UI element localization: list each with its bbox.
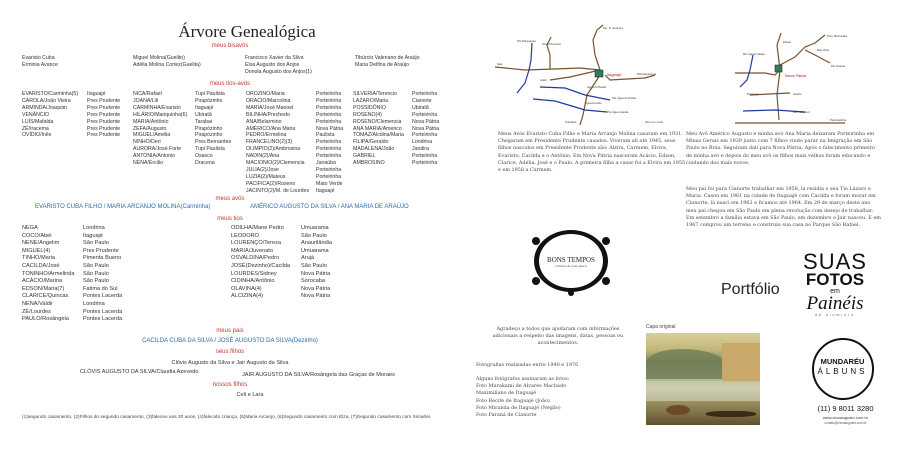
section-tios: meus tios [217,216,243,222]
filhos-right: JAIR AUGUSTO DA SILVA/Rosângela das Graças de Moraes [242,372,395,378]
bisavos-col-1: Evaristo Cuba Erminia Avance [22,55,58,68]
section-nossos-filhos: nossos filhos [212,382,248,388]
capa-label: Capa original [646,324,676,330]
svg-text:Garrito: Garrito [793,92,802,96]
list-item: NADIN(2)/Ana [246,153,280,160]
list-item: NICA/Rafael [133,91,162,97]
list-item: NENA/Valdir [22,300,53,307]
list-item: Itaguajé [195,104,214,111]
list-item: Pres Prudente [87,132,121,139]
list-item: Pres Prudente [87,111,121,118]
list-item: São Paulo [83,270,109,277]
list-item: LOURENÇO/Tereza [231,240,282,247]
list-item: ANA MARIA/Americo [353,125,402,132]
list-item: Pres Prudente [87,104,121,111]
filhos-left: CLÓVIS AUGUSTO DA SILVA/Claudia Azevedo [80,369,199,375]
list-item: MADALENA/João [353,146,395,153]
list-item: Itaguajé [87,91,106,97]
list-item: CACILDA/José [22,262,60,269]
list-item: OSVALDINA/Pedro [231,255,280,262]
bisavos-col-2: Miguel Molina(Guelito) Adélia Molina Cortez(Guelita) [133,55,201,68]
photos-period: Fotografias realizadas entre 1940 e 1976 [476,362,579,368]
list-item: FRANCELINO(2)(3) [246,139,293,146]
list-item: OVÍDIO/Inês [22,132,52,139]
list-item: TONINHO/Armelinda [22,270,75,277]
list-item: NENA/Ercilio [133,160,163,167]
photographers-list [476,376,646,419]
thanks-text: Agradeço a todos que ajudaram com informações adicionais a respeito das imagens, datas, pessoas ou acontecimentos. [492,326,624,347]
map-itaguaje [495,15,685,125]
list-item: Tupi Paulista [195,91,225,97]
list-item: MARIA/José Manoel [246,104,294,111]
contact-email[interactable]: contato@cloviaugusto.com.br [824,421,867,425]
list-item: São Paulo [83,278,109,285]
list-item: Pres Prudente [83,247,119,254]
list-item: MARIA/Juvenato [231,247,273,254]
list-item: Porteirinha [316,153,342,160]
list-item: Foto Paraná de Cianorte [476,412,537,419]
avos-left: EVARISTO CUBA FILHO / MARIA ARCANJO MOLINA(Carminha) [35,204,211,210]
footnote: (1)segundo casamento, (2)Filhos do segundo casamento, (3)faleceu aos 20 anos, (4)falecido criança, (5)Maria Arcanjo, (6)Segundo casamento com Elza, (7)Segundo casamento com Simarlei. [22,415,432,420]
list-item: VENÂNCIO [22,111,50,118]
list-item: Ubiratã [412,104,429,111]
mundareu-logo: MUNDARÉU ÁLBUNS [812,338,874,400]
list-item: LOURDES/Sidney [231,270,277,277]
svg-text:Pirapó: Pirapó [783,40,792,44]
list-item: EDSON/Maria(7) [22,285,65,292]
town-marker-icon [775,65,782,72]
list-item: Dracena [195,160,215,167]
list-item: MIGUEL/Amélia [133,132,171,139]
list-item: Umuarama [301,225,329,231]
svg-text:Rio Águas Claras: Rio Águas Claras [743,52,765,56]
contact-website[interactable]: www.cloviaugusto.com.br [822,415,869,420]
svg-text:Piracicatinha: Piracicatinha [830,118,847,122]
list-item: Porteirinha [316,139,342,146]
tios-right-names [231,225,290,301]
list-item: Porteirinha [412,111,438,118]
list-item: LUÍS/Mafalda [22,118,54,125]
list-item: POSSIDÔNIO [353,104,386,111]
list-item: Fatima do Sul [83,285,118,292]
list-item: Pontes Lacerda [83,308,123,315]
text-avos-paternos: Meus Avós Evaristo Cuba Filho e Maria Arcanjo Molina casaram em 1931. Chegaram em Presidente Prudente casados. Viveram ali até 1945, seus filhos nascidos em Presidente Prudente são: Alzira, Carmem, Elvira, Evaristo, Cacilda e o Antônio. Em Nova Pátria nasceram Acácio, Edson, Clarice, Adélia, José e o Paulo. A primeira filha a casar foi a Elvira em 1955 e em 1958 a Carmem. [498,131,686,174]
map-nova-patria [735,15,900,125]
list-item: Pirapózinho [195,132,223,139]
list-item: TOMAZ/Alcdina/Maria [353,132,404,139]
list-item: PACIFICA(2)/Roseno [246,180,296,187]
list-item: JOANA/Lili [133,97,159,104]
list-item: São Paulo [301,262,327,269]
list-item: Nova Pátria [412,125,440,132]
svg-text:Nova Pátria: Nova Pátria [785,73,806,78]
list-item: MIGUEL(4) [22,247,51,254]
list-item: São Paulo [83,240,109,247]
list-item: Foto Recife de Itaguajé (João) [476,397,550,404]
list-item: OROZINO/Maria [246,91,285,97]
list-item: Porteirinha [316,97,342,104]
list-item: AURORA/José Forte [133,146,182,153]
list-item: AMÉRICO/Ana Maria [246,125,296,132]
list-item: ZÉ/Iracema [22,125,49,132]
tios-avos-g2-names [133,91,187,167]
list-item: Londrina [83,300,105,307]
list-item: Porteirinha [412,160,438,167]
list-item: ANTONIA/Antonio [133,153,175,160]
list-item: JACINTO(2)/M. de Lourdes [246,187,310,194]
list-item: Porteirinha [412,132,438,139]
tios-left-places [83,225,122,324]
list-item: PEDRO/Ermelina [246,132,287,139]
svg-text:Água do Pavão: Água do Pavão [587,85,607,89]
list-item: ALCIZINA(4) [231,293,264,300]
list-item: GABRIEL [353,153,376,160]
svg-text:Água Grande: Água Grande [585,101,602,105]
section-tios-avos: meus tios-avós [209,81,251,87]
list-item: BILINHA/Prechedo [246,111,290,118]
list-item: MACIONIO(2)/Clemencia [246,160,305,167]
svg-text:Pôr Paranapan: Pôr Paranapan [517,39,536,43]
suas-fotos-logo: SUAS FOTOS em Painéis de alumínio [803,249,867,317]
bisavos-col-3: Francisco Xavier da Silva Elsa Augusto dos Anjos Donola Augusto dos Anjos(1) [245,55,312,75]
list-item: Itaguajé [83,232,103,239]
list-item: Mato Verde [316,180,343,187]
list-item: OLIMPIO(2)/Ambrosina [246,146,301,153]
tios-avos-g2-places [195,91,231,167]
list-item: Jandira [412,146,430,153]
svg-text:Pôr Água do Pavão: Pôr Água do Pavão [612,96,637,100]
list-item: EVARISTO/Carminha(5) [22,91,79,97]
list-item: HILÁRIO/Mariquinha(6) [133,111,188,118]
list-item: Cianorte [412,97,432,104]
list-item: Pontes Lacerda [83,316,123,323]
list-item: JULIA(2)/Jose [246,166,279,173]
list-item: JOSÉ(Dezinho)/Cacilda [231,262,291,269]
list-item: Porteirinha [316,146,342,153]
list-item: Porteirinha [316,118,342,125]
list-item: CLARICE/Quincas [22,293,69,300]
svg-text:Colorado: Colorado [565,120,577,124]
list-item: Pres Bernardes [195,139,232,146]
list-item: Porteirinha [316,91,342,97]
list-item: Osasco [195,153,213,160]
list-item: Foto Miranda de Itaguajé (Negão) [476,404,561,411]
list-item: São Paulo [83,262,109,269]
list-item: Ubiratã [195,111,212,118]
list-item: ORACIO/Marcolina [246,97,291,104]
filhos-line: Clóvis Augusto da Silva e Jair Augusto da Silva [171,360,289,366]
bons-tempos-logo: BONS TEMPOS retratos de uma época [528,226,614,296]
list-item: Itaguajé [316,187,335,194]
list-item: Tarabai [195,118,213,125]
svg-text:Pres. Bernardes: Pres. Bernardes [827,34,848,38]
text-avos-maternos: Meu Avô Américo Augusto e minha avó Ana Maria deixaram Porteirinha em Minas Gerais em 1939 junto com 7 filhos vindo parar na Imigração em São Paulo no Brás. Seguiram dali para Nova Pátria. Após o falecimento primeiro de minha avó e depois do meu avô os filhos mais velhos foram educando e cuidando dos mais novos. [686,131,875,166]
list-item: Pres Prudente [87,118,121,125]
list-item: CAROLA/João Vieira [22,97,71,104]
list-item: Sorocaba [301,278,325,285]
list-item: Arujá [301,255,315,262]
list-item: Nova Pátria [301,270,331,277]
list-item: NENE/Angelim [22,240,60,247]
list-item: São Paulo [301,232,327,239]
tios-avos-g1-names [22,91,78,139]
list-item: Janaúba [316,160,336,167]
section-bisavos: meus bisavós [211,43,249,49]
list-item: ZÉ/Lourdes [22,308,51,315]
list-item: AMBROSINO [353,160,385,167]
list-item: Tupi Paulista [195,146,225,153]
list-item: COCO/Abel [22,232,52,239]
list-item: Anaurilândia [301,240,333,247]
list-item: TINHO/Maria [22,255,55,262]
list-item: SILVERIA/Terencio [353,91,398,97]
list-item: ROSENO(4) [353,111,382,118]
list-item: Porteirinha [316,111,342,118]
avos-right: AMÉRICO AUGUSTO DA SILVA / ANA MARIA DE ARAÚJO [250,204,409,210]
contact-phone: (11) 9 8011 3280 [817,404,874,413]
list-item: Maximiliano de Itaguajé [476,390,537,397]
list-item: ACÁCIO/Marina [22,278,63,285]
svg-text:Itaguajé: Itaguajé [607,72,622,77]
tios-avos-g4-places [412,91,439,167]
svg-text:Pôr Água Grande: Pôr Água Grande [607,110,629,114]
tios-left-names [22,225,74,324]
list-item: NINHO/Deri [133,139,161,146]
list-item: Paulista [316,132,335,139]
section-pais: meus pais [216,328,244,334]
list-item: OLAVINA(4) [231,285,262,292]
list-item: CIDINHA/Antônio [231,278,275,285]
tios-right-places [301,225,332,301]
svg-text:Mapa sem escala: Mapa sem escala [645,122,664,124]
list-item: LUZIA(2)/Mateus [246,173,286,180]
list-item: Alguns fotógrafos assinaram as fotos: [476,376,570,382]
tios-avos-g3-names [246,91,309,195]
svg-text:Paranapanema: Paranapanema [637,72,657,76]
svg-text:Jardel Pimenta: Jardel Pimenta [542,42,561,46]
list-item: Porteirinha [412,91,438,97]
tios-avos-g1-places [87,91,120,139]
svg-text:Sto. N. Senhora: Sto. N. Senhora [603,26,623,30]
list-item: Nova Pátria [316,125,344,132]
list-item: Pontes Lacerda [83,293,123,300]
list-item: FILIPA/Geraldo [353,139,389,146]
svg-text:Rio Pedascul: Rio Pedascul [793,110,810,114]
svg-text:Itajé: Itajé [497,62,503,66]
list-item: Porteirinha [316,173,342,180]
svg-text:Boa Vista: Boa Vista [817,48,829,52]
svg-text:Rio Grande: Rio Grande [831,64,846,68]
list-item: Pimenta Bueno [83,255,122,262]
text-pais: Meu pai foi para Cianorte trabalhar em 1958, lá residia o seu Tio Lázaro e Maria. Casou em 1961 na cidade de Itaguajé com Cacilda e foram morar em Cianorte, lá nasci em 1962 e ficamos até 1964. Em 29 de março deste ano meu pai chegou em São Paulo em plena revolução com desejo de trabalhar. Em setembro a família estava em São Paulo, em dezembro o Jair nasceu. E em 1967 comprou um terreno e construiu sua casa no Parque São Rafael. [686,186,881,229]
section-seus-filhos: seus filhos [215,349,245,355]
town-marker-icon [595,70,603,77]
list-item: ARMINDA/Joaquim [22,104,67,111]
list-item: CARMINHA/Evaristo [133,104,181,111]
list-item: Pirapózinho [195,125,223,132]
list-item: Porteirinha [316,104,342,111]
list-item: Porteirinha [316,166,342,173]
tios-avos-g3-places [316,91,343,195]
list-item: Nova Pátria [412,118,440,125]
tios-avos-g4-names [353,91,404,167]
bisavos-col-4: Tibúrcio Valeriano de Araújo Maria Delfina de Araújo [355,55,420,68]
list-item: Londrina [412,139,433,146]
svg-text:Pedaraco: Pedaraco [747,92,759,96]
pais-names: CACILDA CUBA DA SILVA / JOSÉ AUGUSTO DA SILVA(Dezinho) [142,338,318,344]
list-item: Foto Murakami de Alvares Machado [476,383,567,390]
list-item: Pirapózinho [195,97,223,104]
list-item: ANA/Belarmino [246,118,282,125]
cover-painting-image [646,333,760,425]
list-item: MARIA/Antônio [133,118,169,125]
list-item: Umuarama [301,247,329,254]
list-item: Nova Pátria [301,285,331,292]
list-item: ODILHA/Mane Pedro [231,225,284,231]
section-avos: meus avós [215,196,245,202]
list-item: Pres Prudente [87,97,121,104]
list-item: NEGA [22,225,38,231]
portfolio-heading: Portfólio [721,281,780,298]
list-item: Pres Prudente [87,125,121,132]
list-item: PAULO/Rosângela [22,316,69,323]
page-title: Árvore Genealógica [178,22,316,41]
list-item: ZEFA/Augusto [133,125,167,132]
list-item: Londrina [83,225,105,231]
list-item: LAZARO/Maria [353,97,389,104]
svg-text:Arabi: Arabi [540,78,547,82]
nossos-filhos-names: Celi e Lara [236,392,264,398]
list-item: ROSENO/Clemencia [353,118,402,125]
list-item: Porteirinha [412,153,438,160]
list-item: LEODORO [231,232,259,239]
list-item: Nova Pátria [301,293,331,300]
